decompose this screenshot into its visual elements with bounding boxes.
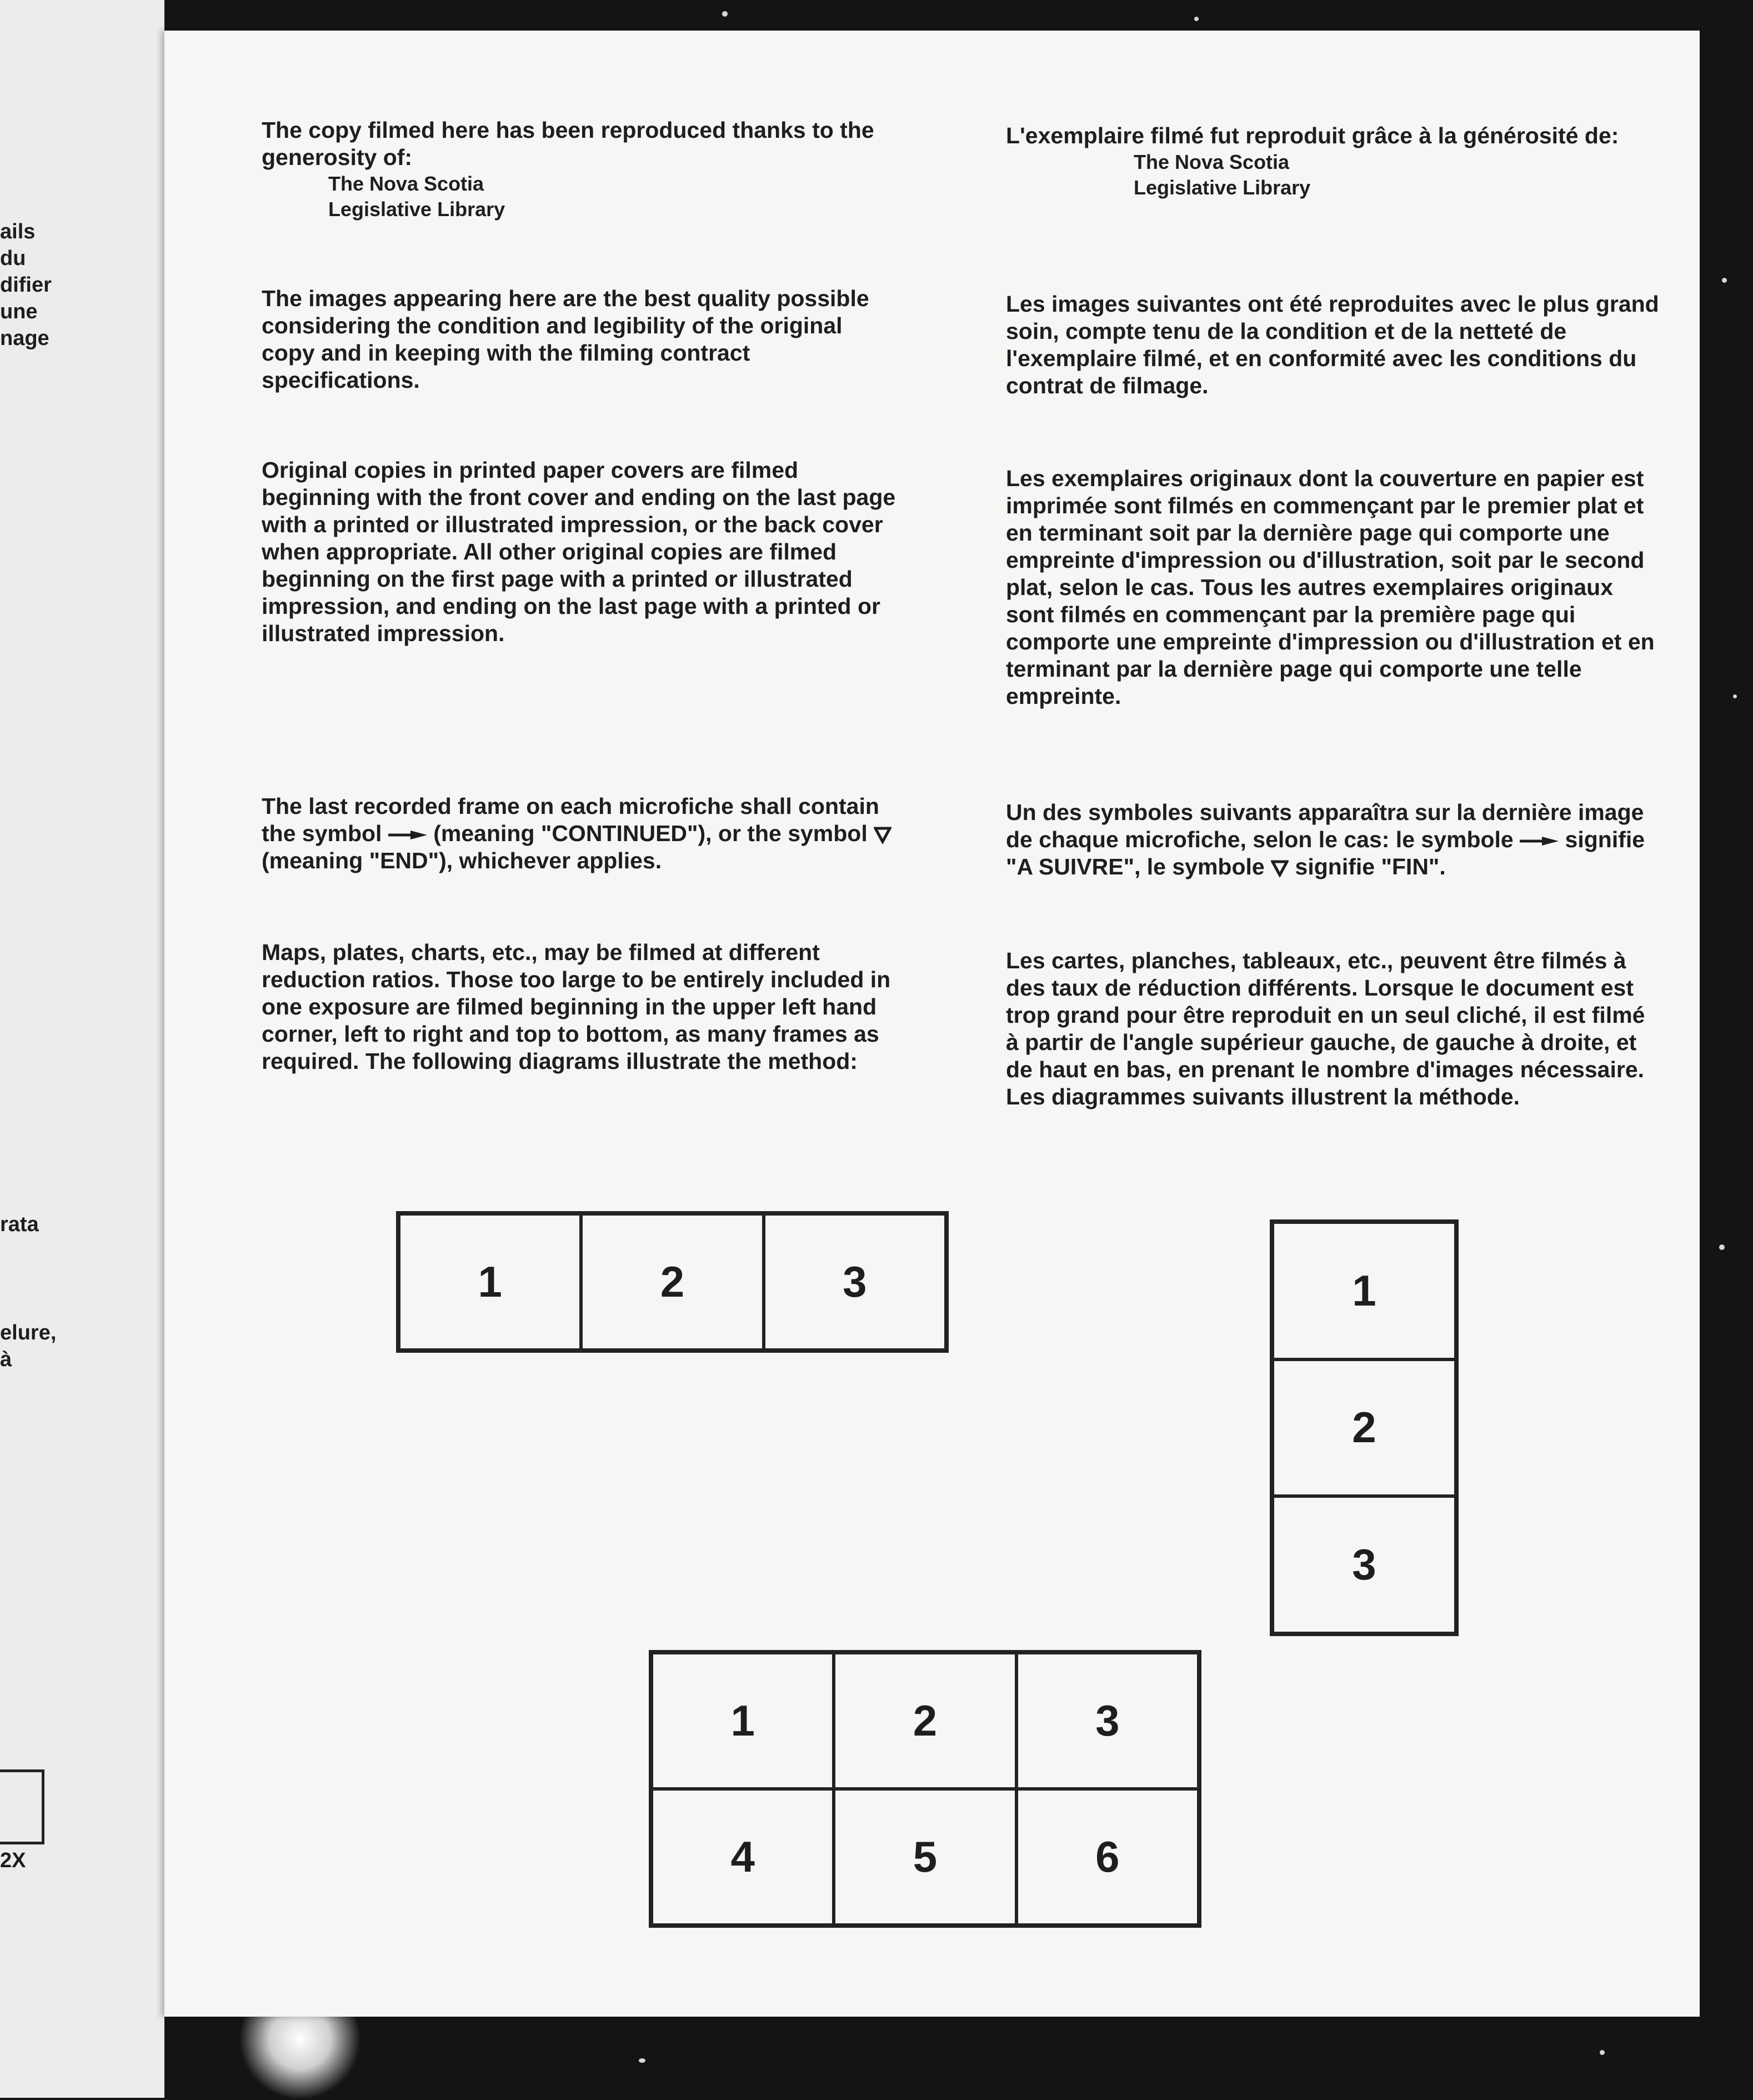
symbols-text-part: (meaning "END"), whichever applies. bbox=[262, 848, 662, 873]
diagram-frame: 3 bbox=[764, 1214, 946, 1350]
library-line: The Nova Scotia bbox=[1134, 151, 1290, 173]
triangle-down-icon bbox=[874, 826, 891, 844]
originals-text: Les exemplaires originaux dont la couverture en papier est imprimée sont filmés en commençant par le premier plat et en terminant soit par la dernière page qui comporte une empreinte d'impression ou d'illustration, soit par le second plat, selon le cas. Tous les autres exemplaires originaux sont filmés en commençant par la première page qui comporte une empreinte d'impression ou d'illustration et en terminant par la dernière page qui comporte une telle empreinte. bbox=[1006, 466, 1655, 709]
diagram-frame: 2 bbox=[581, 1214, 763, 1350]
library-name bbox=[262, 171, 900, 222]
film-speck bbox=[1722, 278, 1727, 283]
library-line: The Nova Scotia bbox=[328, 172, 484, 195]
symbols-text-part: signifie "FIN". bbox=[1295, 854, 1446, 879]
french-quality-paragraph bbox=[1006, 291, 1661, 399]
english-maps-paragraph bbox=[262, 939, 900, 1075]
english-acknowledgement bbox=[262, 117, 900, 222]
library-line: Legislative Library bbox=[1134, 176, 1311, 199]
film-speck bbox=[722, 11, 728, 17]
left-fragment: ails bbox=[0, 220, 36, 243]
arrow-icon bbox=[388, 829, 427, 841]
left-fragment: 2X bbox=[0, 1849, 26, 1872]
left-fragment: à bbox=[0, 1348, 12, 1371]
quality-text: Les images suivantes ont été reproduites avec le plus grand soin, compte tenu de la condition et de la netteté de l'exemplaire filmé, et en conformité avec les conditions du contrat de filmage. bbox=[1006, 291, 1659, 398]
diagram-frame: 5 bbox=[834, 1789, 1016, 1925]
symbols-text-part: (meaning "CONTINUED"), or the symbol bbox=[433, 821, 868, 846]
diagram-frame: 4 bbox=[652, 1789, 834, 1925]
originals-text: Original copies in printed paper covers are filmed beginning with the front cover and ending on the last page with a printed or illustrated impression, or the back cover when appropriate. All other original copies are filmed beginning on the first page with a printed or illustrated impression, and ending on the last page with a printed or illustrated impression. bbox=[262, 457, 896, 646]
maps-text: Maps, plates, charts, etc., may be filmed at different reduction ratios. Those too large to be entirely included in one exposure are filmed beginning in the upper left hand corner, left to right and top to bottom, as many frames as required. The following diagrams illustrate the method: bbox=[262, 939, 891, 1074]
diagram-frame: 1 bbox=[1273, 1222, 1456, 1359]
diagram-frame: 6 bbox=[1016, 1789, 1199, 1925]
french-symbols-paragraph bbox=[1006, 799, 1661, 881]
diagram-frame: 3 bbox=[1273, 1496, 1456, 1633]
film-speck bbox=[1600, 2050, 1605, 2055]
diagram-horizontal bbox=[396, 1211, 949, 1353]
english-originals-paragraph bbox=[262, 457, 900, 647]
film-speck bbox=[1733, 694, 1737, 698]
french-acknowledgement bbox=[1006, 122, 1661, 201]
film-speck bbox=[639, 2058, 645, 2063]
english-symbols-paragraph bbox=[262, 793, 900, 874]
left-fragment: rata bbox=[0, 1213, 39, 1236]
film-speck bbox=[1719, 1244, 1725, 1250]
diagram-vertical bbox=[1270, 1219, 1459, 1636]
diagram-frame: 1 bbox=[399, 1214, 581, 1350]
english-quality-paragraph bbox=[262, 285, 900, 394]
symbols-text bbox=[1006, 799, 1661, 881]
acknowledgement-text: L'exemplaire filmé fut reproduit grâce à la générosité de: bbox=[1006, 123, 1619, 148]
french-originals-paragraph bbox=[1006, 465, 1661, 710]
film-speck bbox=[1194, 17, 1199, 21]
microfiche-target-page bbox=[164, 31, 1700, 2017]
left-fragment: une bbox=[0, 300, 38, 323]
adjacent-page-strip bbox=[0, 0, 164, 2098]
diagram-frame: 1 bbox=[652, 1653, 834, 1789]
diagram-frame: 2 bbox=[1273, 1359, 1456, 1497]
arrow-icon bbox=[1520, 836, 1559, 847]
diagram-frame: 3 bbox=[1016, 1653, 1199, 1789]
diagram-frame: 2 bbox=[834, 1653, 1016, 1789]
symbols-text-part: signifie "A SUIVRE", le symbole bbox=[1006, 827, 1645, 879]
acknowledgement-text: The copy filmed here has been reproduced thanks to the generosity of: bbox=[262, 117, 874, 170]
left-box-fragment bbox=[0, 1769, 44, 1844]
library-line: Legislative Library bbox=[328, 198, 505, 221]
diagram-grid bbox=[649, 1650, 1201, 1928]
left-fragment: nage bbox=[0, 327, 49, 350]
quality-text: The images appearing here are the best quality possible considering the condition and legibility of the original copy and in keeping with the filming contract specifications. bbox=[262, 286, 869, 393]
french-maps-paragraph bbox=[1006, 947, 1661, 1111]
left-fragment: difier bbox=[0, 273, 52, 297]
symbols-text-part: The last recorded frame on each microfiche shall contain the symbol bbox=[262, 793, 879, 846]
library-name bbox=[1006, 149, 1661, 201]
symbols-text-part: Un des symboles suivants apparaîtra sur la dernière image de chaque microfiche, selon le cas: le symbole bbox=[1006, 799, 1644, 852]
left-fragment: du bbox=[0, 247, 26, 270]
triangle-down-icon bbox=[1271, 859, 1289, 877]
symbols-text bbox=[262, 793, 900, 874]
maps-text: Les cartes, planches, tableaux, etc., peuvent être filmés à des taux de réduction différents. Lorsque le document est trop grand pour être reproduit en un seul cliché, il est filmé à partir de l'angle supérieur gauche, de gauche à droite, et de haut en bas, en prenant le nombre d'images nécessaire. Les diagrammes suivants illustrent la méthode. bbox=[1006, 948, 1645, 1109]
left-fragment: elure, bbox=[0, 1321, 57, 1344]
